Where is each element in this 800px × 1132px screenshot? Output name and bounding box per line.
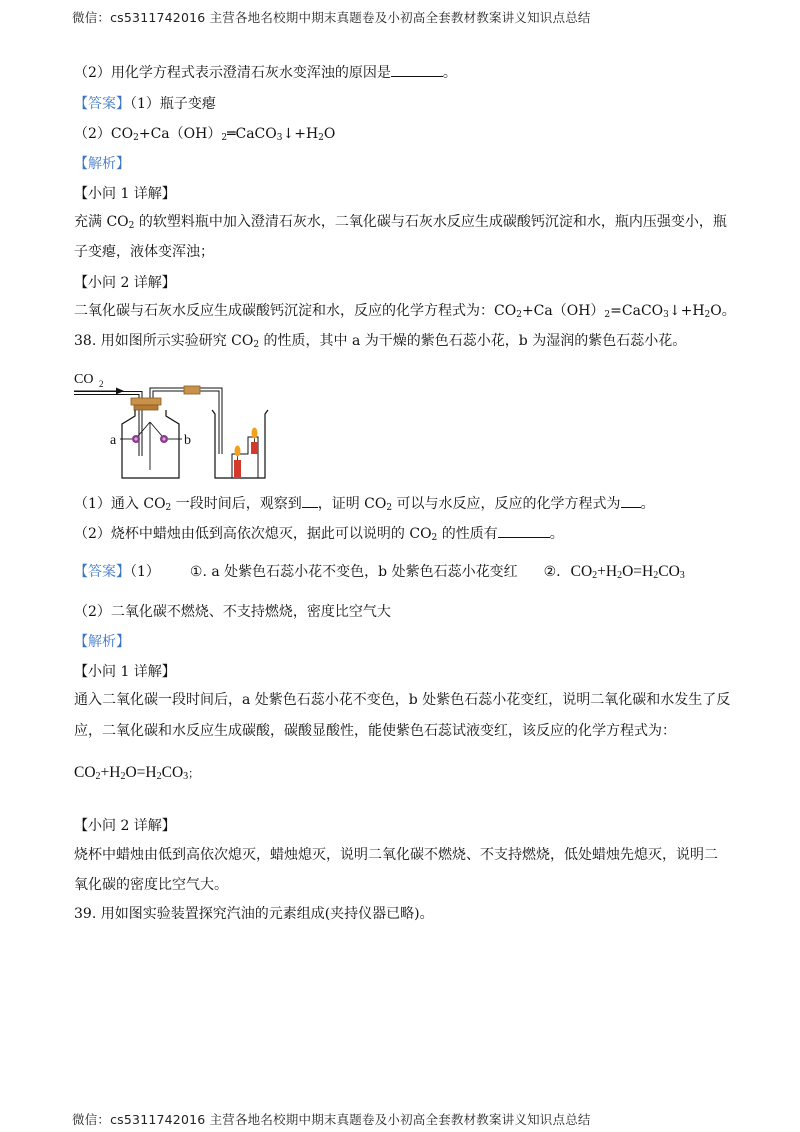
q38-answer2: （2）二氧化碳不燃烧、不支持燃烧，密度比空气大 bbox=[74, 604, 391, 620]
q37-analysis-tag: 【解析】 bbox=[74, 156, 130, 172]
q37-detail1-title: 【小问 1 详解】 bbox=[74, 186, 176, 202]
answer-blank bbox=[302, 507, 318, 508]
q38-detail1-line1: 通入二氧化碳一段时间后，a 处紫色石蕊小花不变色，b 处紫色石蕊小花变红，说明二氧化碳和水发生了反 bbox=[74, 692, 731, 708]
q38-sub1: （1）通入 $CO_2$ 一段时间后，观察到 ，证明 $CO_2$ 可以与水反应，反应的化学方程式为 。 bbox=[74, 496, 655, 513]
q38-stem: 38. 用如图所示实验研究 $CO_2$ 的性质，其中 a 为干燥的紫色石蕊小花，b 为湿润的紫色石蕊小花。 bbox=[74, 333, 687, 350]
q37-detail1-line2: 子变瘪，液体变浑浊； bbox=[74, 244, 214, 260]
q37-detail2-title: 【小问 2 详解】 bbox=[74, 275, 176, 291]
q38-detail2-line2: 氧化碳的密度比空气大。 bbox=[74, 877, 228, 893]
flower-label-a: a bbox=[110, 433, 117, 448]
q37-sub2-question bbox=[74, 63, 457, 83]
q38-equation-line: $CO_2+H_2O=H_2CO_3$； bbox=[74, 764, 200, 782]
q38-answer-line1: 【答案】（1） ①. a 处紫色石蕊小花不变色，b 处紫色石蕊小花变红 ②. $CO_2+H_2O=H_2CO_3$ bbox=[74, 563, 685, 581]
q38-detail1-title: 【小问 1 详解】 bbox=[74, 664, 176, 680]
equation: $CO_2+H_2O=H_2CO_3$ bbox=[570, 563, 685, 581]
q37-detail1-line1: 充满 $CO_2$ 的软塑料瓶中加入澄清石灰水，二氧化碳与石灰水反应生成碳酸钙沉淀和水，瓶内压强变小，瓶 bbox=[74, 214, 727, 231]
gas-label: CO bbox=[74, 372, 94, 387]
answer-tag: 【答案】 bbox=[74, 564, 130, 580]
q37-detail2-line: 二氧化碳与石灰水反应生成碳酸钙沉淀和水，反应的化学方程式为：$CO_2+Ca(OH)_2=CaCO_3↓+H_2O$。 bbox=[74, 303, 736, 320]
q37-answer2: $(2)CO_2+Ca(OH)_2═CaCO_3↓+H_2O$ bbox=[74, 126, 336, 143]
q38-analysis-tag: 【解析】 bbox=[74, 634, 130, 650]
answer-blank bbox=[621, 507, 641, 508]
q38-detail2-line1: 烧杯中蜡烛由低到高依次熄灭，蜡烛熄灭，说明二氧化碳不燃烧、不支持燃烧，低处蜡烛先熄灭，说明二 bbox=[74, 847, 718, 863]
q37-answer-line1 bbox=[74, 94, 216, 114]
q37-sub2-end: 。 bbox=[442, 65, 457, 81]
q37-sub2-text: （2）用化学方程式表示澄清石灰水变浑浊的原因是 bbox=[74, 65, 391, 81]
page-footer: 微信：cs5311742016 主营各地名校期中期末真题卷及小初高全套教材教案讲义知识点总结 bbox=[72, 1112, 591, 1127]
co2-apparatus-figure bbox=[72, 362, 282, 484]
answer-blank bbox=[391, 76, 443, 77]
page-header: 微信：cs5311742016 主营各地名校期中期末真题卷及小初高全套教材教案讲义知识点总结 bbox=[72, 10, 591, 25]
equation: $CO_2+H_2O=H_2CO_3$ bbox=[74, 764, 189, 782]
svg-text:2: 2 bbox=[99, 379, 104, 389]
flower-label-b: b bbox=[184, 433, 191, 448]
q38-sub2: （2）烧杯中蜡烛由低到高依次熄灭，据此可以说明的 $CO_2$ 的性质有 。 bbox=[74, 526, 564, 543]
q38-detail1-line2: 应，二氧化碳和水反应生成碳酸，碳酸显酸性，能使紫色石蕊试液变红，该反应的化学方程式为： bbox=[74, 723, 676, 739]
q39-stem: 39. 用如图实验装置探究汽油的元素组成(夹持仪器已略)。 bbox=[74, 906, 434, 922]
q37-answer1: （1）瓶子变瘪 bbox=[130, 96, 216, 112]
answer-tag: 【答案】 bbox=[74, 96, 130, 112]
q38-detail2-title: 【小问 2 详解】 bbox=[74, 818, 176, 834]
answer-blank bbox=[498, 537, 550, 538]
